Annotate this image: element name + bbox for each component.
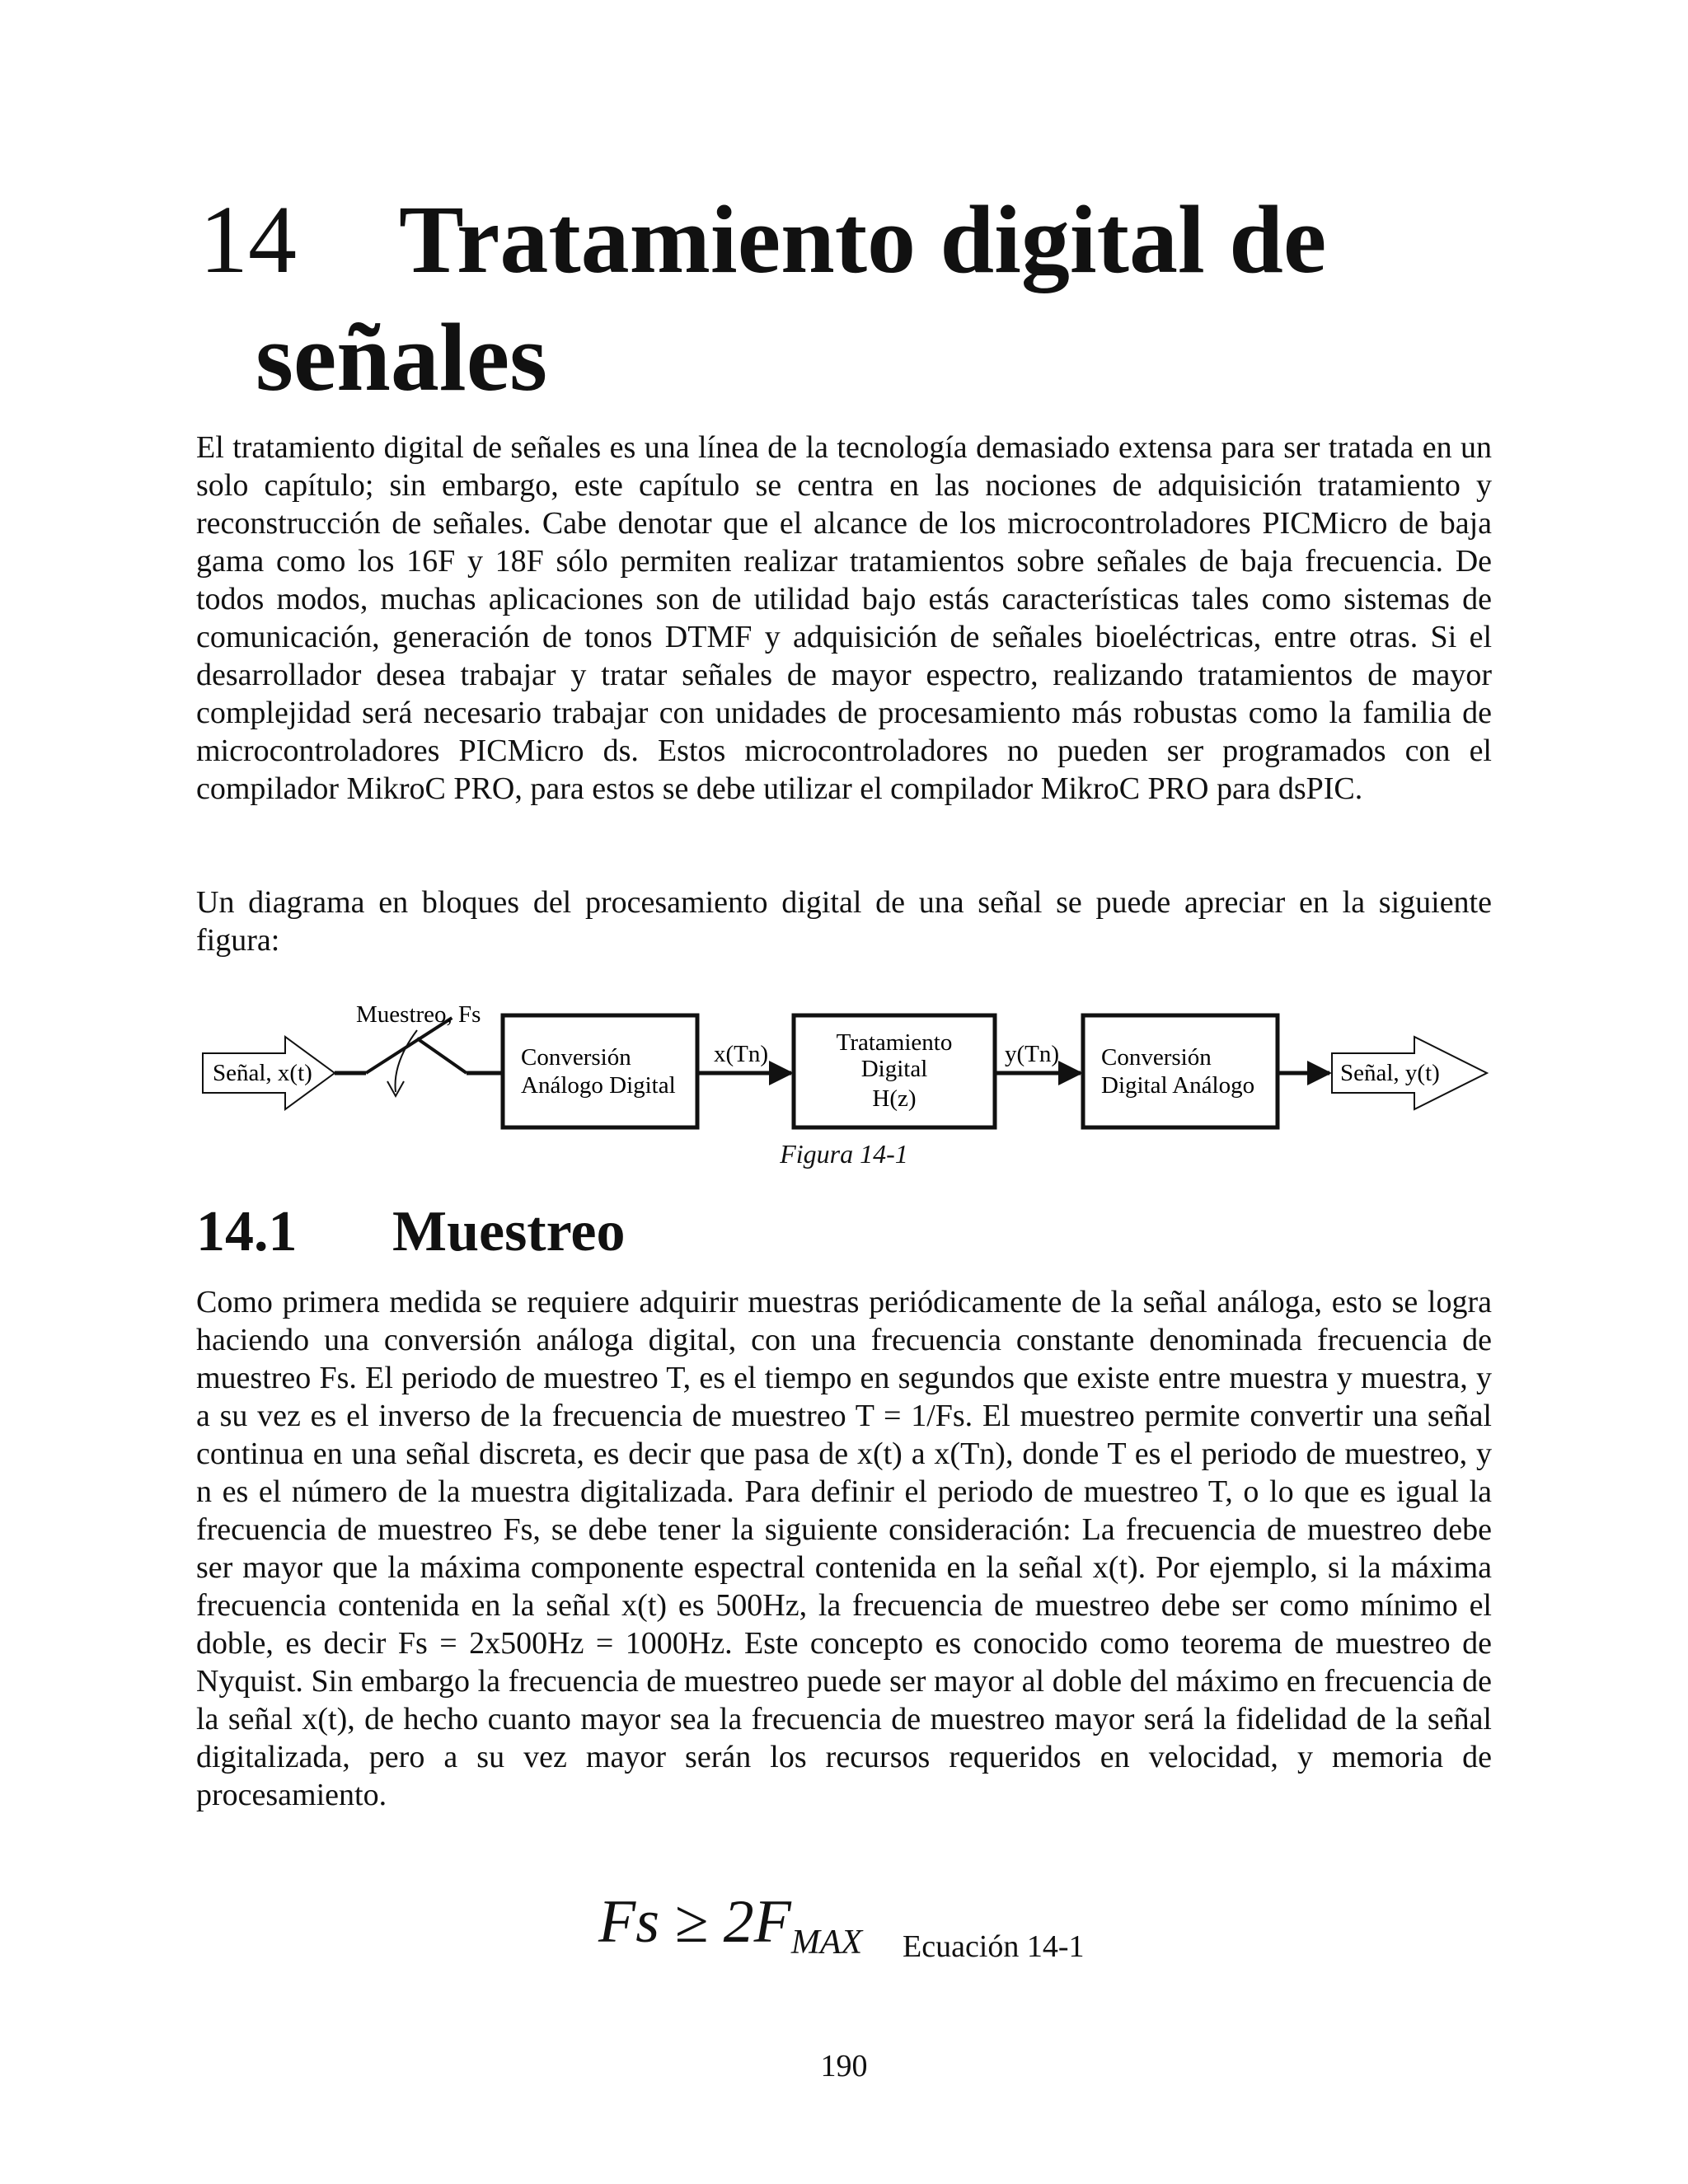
section-title: Muestreo <box>392 1200 626 1263</box>
switch-label: Muestreo, Fs <box>356 1001 481 1028</box>
chapter-title: Tratamiento digital de <box>399 185 1327 293</box>
processing-label-line1: Tratamiento <box>836 1029 953 1056</box>
xtn-label: x(Tn) <box>714 1041 769 1067</box>
equation-lhs: Fs ≥ 2F <box>598 1888 791 1956</box>
diagram-intro-paragraph: Un diagrama en bloques del procesamiento digital de una señal se puede apreciar en la siguiente figura: <box>196 885 1492 958</box>
output-signal-label: Señal, y(t) <box>1340 1060 1440 1086</box>
processing-label-line2: Digital <box>860 1056 928 1082</box>
figure-caption: Figura 14-1 <box>780 1139 908 1169</box>
adc-block <box>503 1015 697 1127</box>
dac-label-line2: Digital Análogo <box>1101 1072 1255 1099</box>
page-number: 190 <box>820 2049 868 2083</box>
sampling-paragraph: Como primera medida se requiere adquirir muestras periódicamente de la señal análoga, esto se logra haciendo una conversión análoga digital, con una frecuencia constante denominada frecuencia de muestreo Fs. El periodo de muestreo T, es el tiempo en segundos que existe entre muestra y muestra, y a su vez es el inverso de la frecuencia de muestreo T = 1/Fs. El muestreo permite convertir una señal continua en una señal discreta, es decir que pasa de x(t) a x(Tn), donde T es el periodo de muestreo, y n es el número de la muestra digitalizada. Para definir el periodo de muestreo T, o lo que es igual la frecuencia de muestreo Fs, se debe tener la siguiente consideración: La frecuencia de muestreo debe ser mayor que la máxima componente espectral contenida en la señal x(t). Por ejemplo, si la máxima frecuencia contenida en la señal x(t) es 500Hz, la frecuencia de muestreo debe ser como mínimo el doble, es decir Fs = 2x500Hz = 1000Hz. Este concepto es conocido como teorema de muestreo de Nyquist. Sin embargo la frecuencia de muestreo puede ser mayor al doble del máximo en frecuencia de la señal x(t), de hecho cuanto mayor sea la frecuencia de muestreo mayor será la fidelidad de la señal digitalizada, pero a su vez mayor serán los recursos requeridos en velocidad, y memoria de procesamiento. <box>196 1285 1492 1812</box>
ytn-label: y(Tn) <box>1005 1041 1060 1067</box>
dac-block <box>1083 1015 1278 1127</box>
input-signal-label: Señal, x(t) <box>213 1060 312 1086</box>
switch-rotation-arrow <box>396 1030 417 1092</box>
chapter-number: 14 <box>199 185 297 293</box>
dsp-block-diagram <box>195 989 1497 1133</box>
dac-label-line1: Conversión <box>1101 1044 1212 1071</box>
equation-label: Ecuación 14-1 <box>903 1929 1085 1964</box>
section-number: 14.1 <box>196 1200 298 1263</box>
section-heading <box>196 1200 626 1263</box>
nyquist-equation <box>598 1888 863 1961</box>
adc-label-line1: Conversión <box>521 1044 631 1071</box>
chapter-title-continued: señales <box>256 303 547 411</box>
processing-label-line3: H(z) <box>872 1085 917 1112</box>
adc-label-line2: Análogo Digital <box>521 1072 676 1099</box>
switch-arm <box>417 1038 467 1073</box>
intro-paragraph: El tratamiento digital de señales es una línea de la tecnología demasiado extensa para ser tratada en un solo capítulo; sin embargo, este capítulo se centra en las nociones de adquisición tratamiento y reconstrucción de señales. Cabe denotar que el alcance de los microcontroladores PICMicro de baja gama como los 16F y 18F sólo permiten realizar tratamientos sobre señales de baja frecuencia. De todos modos, muchas aplicaciones son de utilidad bajo estás características tales como sistemas de comunicación, generación de tonos DTMF y adquisición de señales bioeléctricas, entre otras. Si el desarrollador desea trabajar y tratar señales de mayor espectro, realizando tratamientos de mayor complejidad será necesario trabajar con unidades de procesamiento más robustas como la familia de microcontroladores PICMicro ds. Estos microcontroladores no pueden ser programados con el compilador MikroC PRO, para estos se debe utilizar el compilador MikroC PRO para dsPIC. <box>196 430 1492 806</box>
equation-subscript: MAX <box>790 1924 863 1961</box>
